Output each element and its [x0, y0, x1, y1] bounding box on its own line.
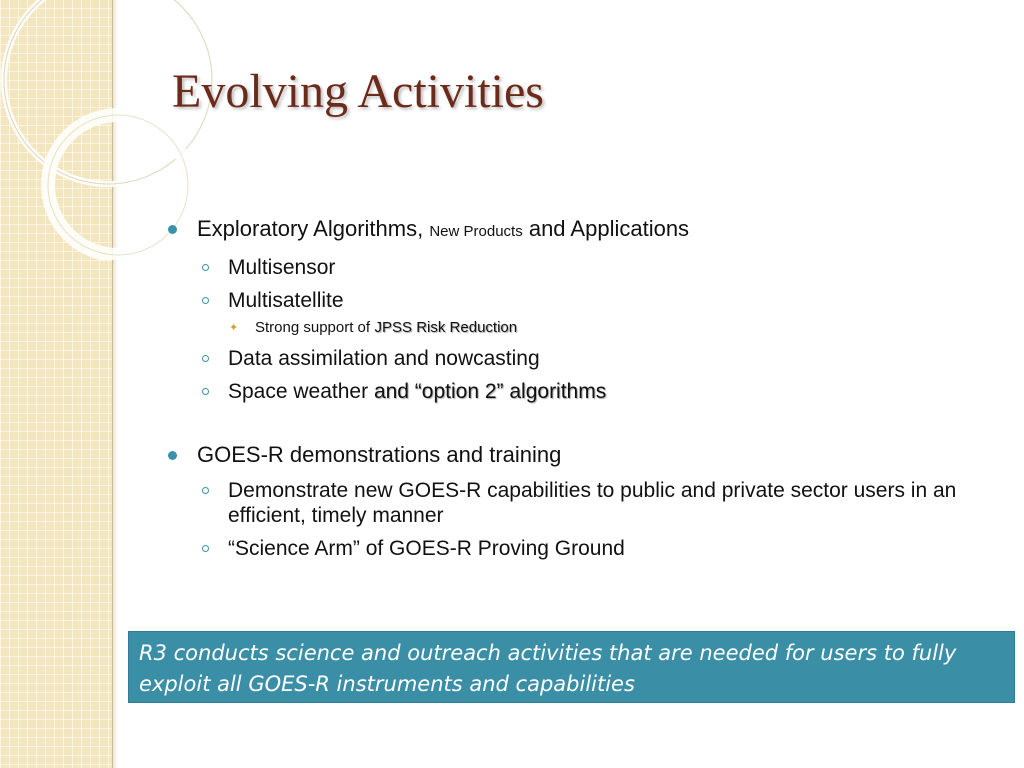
- ring-bullet-icon: [202, 355, 209, 362]
- bullet-item-goes-r-demonstrations: GOES-R demonstrations and training: [166, 440, 966, 470]
- sub-item-science-arm: “Science Arm” of GOES-R Proving Ground: [166, 536, 966, 561]
- ring-bullet-icon: [202, 388, 209, 395]
- new-products-text: New Products: [429, 223, 523, 240]
- sub-item-multisatellite: Multisatellite: [166, 288, 966, 313]
- callout-box: [128, 631, 1015, 703]
- ring-bullet-icon: [202, 264, 209, 271]
- bullet-dot-icon: [168, 225, 177, 234]
- bullet-dot-icon: [168, 451, 177, 460]
- bullet-list: [166, 214, 966, 561]
- sub-item-demonstrate: Demonstrate new GOES-R capabilities to public and private sector users in an efficient, timely manner: [166, 478, 966, 528]
- option-2-algorithms-text: and “option 2” algorithms: [373, 380, 607, 403]
- sub-item-space-weather: Space weather and “option 2” algorithms: [166, 379, 966, 404]
- slide-title: Evolving Activities: [172, 65, 544, 118]
- small-star-bullet-icon: ✦: [229, 322, 239, 334]
- ring-bullet-icon: [202, 487, 209, 494]
- callout-text: R3 conducts science and outreach activities that are needed for users to fully exploit all GOES-R instruments and capabilities: [139, 641, 957, 696]
- jpss-risk-reduction-text: JPSS Risk Reduction: [374, 319, 518, 336]
- ring-bullet-icon: [202, 545, 209, 552]
- sub-item-multisensor: Multisensor: [166, 255, 966, 280]
- bullet-item-exploratory: Exploratory Algorithms, New Products and Applications: [166, 214, 966, 247]
- sub-item-data-assimilation: Data assimilation and nowcasting: [166, 346, 966, 371]
- sub-sub-item-jpss: ✦ Strong support of JPSS Risk Reduction: [229, 319, 518, 336]
- ring-bullet-icon: [202, 297, 209, 304]
